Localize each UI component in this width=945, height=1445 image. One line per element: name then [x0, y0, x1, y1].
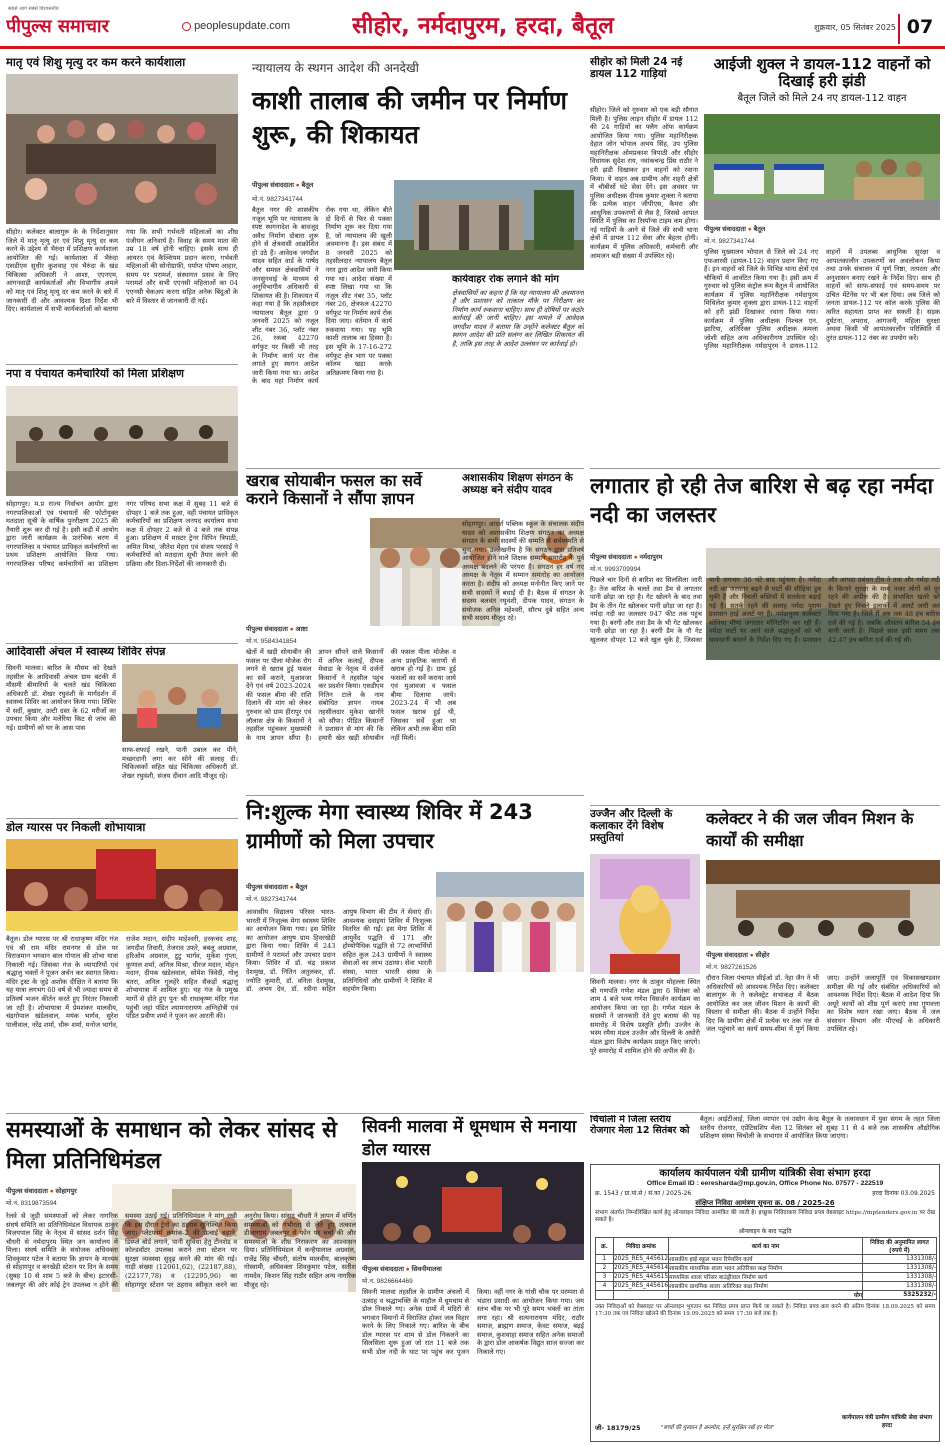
reporter-mobile: मो.नं. 9827341744	[246, 896, 297, 903]
article-title: मातृ एवं शिशु मृत्यु दर कम करने कार्यशाला	[6, 56, 186, 69]
divider	[590, 1112, 940, 1113]
dol-night-image	[362, 1162, 584, 1260]
page-number: 07	[898, 14, 940, 44]
health-camp-photo	[122, 664, 238, 742]
col-header: निविदा क्रमांक	[614, 1237, 669, 1254]
byline: पीपुल्स संवाददाता ● सोहागपुर	[6, 1188, 77, 1195]
brand-name: पीपुल्स समाचार	[6, 16, 109, 37]
training-photo	[6, 386, 238, 496]
article-title: अशासकीय शिक्षण संगठन के अध्यक्ष बने संदीप यादव	[462, 472, 573, 497]
article-title: उज्जैन और दिल्ली के कलाकार देंगे विशेष प्रस्तुतियां	[590, 808, 673, 845]
box-title: कार्यवाहर रोक लगाने की मांग	[452, 274, 559, 285]
article-title: सिवनी मालवा में धूमधाम से मनाया डोल ग्यारस	[362, 1117, 577, 1160]
divider	[6, 1113, 584, 1114]
divider	[6, 643, 238, 644]
byline: पीपुल्स संवाददाता ● बैतूल	[252, 182, 314, 189]
article-body: आवासीय विद्यालय परिसर भारत-भारती में निःशुल्क मेगा स्वास्थ्य शिविर का आयोजन किया गया। इस शिविर का आयोजन आयुष ग्राम हिवरखेड़ी द्वारा किया गया। शिविर में 243 ग्रामीणों ने परामर्श और उपचार प्रदान किया। शिविर में डॉ. चंद्र प्रकाश देशमुख, डॉ. नितिन अतुलकर, डॉ. ज्योति कुमारी, डॉ. वनिता देशमुख, डॉ. अभय देव, डॉ. रवीना सहित आयुष विभाग की टीम ने सेवाएं दीं। आवश्यक दवाइयां शिविर में निःशुल्क वितरित की गईं। इस मेगा शिविर में आयुर्वेद पद्धति से 171 और होम्योपैथिक पद्धति से 72 लाभार्थियों सहित कुल 243 ग्रामीणों ने स्वास्थ्य सेवाओं का लाभ उठाया। सेवा भारती संस्था, भारत भारती संस्था के प्रतिनिधियों और ग्रामीणों ने शिविर में सहयोग किया।	[246, 908, 432, 994]
article-job-fair	[590, 1115, 940, 1161]
procession-image	[6, 839, 238, 931]
reporter-mobile: मो.नं. 9827261526	[706, 964, 757, 971]
tender-code: जी- 18179/25	[595, 1424, 641, 1432]
article-jal-jeevan	[706, 808, 940, 1110]
article-body: बैतूल नगर की शासकीय नजूल भूमि पर न्यायालय के स्पष्ट स्थगनादेश के बावजूद अवैध निर्माण दोबारा शुरू होने से क्षेत्रवासी आक्रोशित हो उठे हैं। आवेदक जगदीश यादव सहित वार्ड के पार्षद और समस्त क्षेत्रवासियों ने जनसुनवाई के माध्यम से अनुविभागीय अधिकारी से शिकायत की है। शिकायत में कहा गया है कि तहसीलदार न्यायालय बैतूल द्वारा 9 जनवरी 2025 को नजूल शीट नंबर 36, प्लॉट नंबर 26, रकबा 42270 वर्गफुट पर किसी भी तरह के निर्माण कार्य पर रोक लगाते हुए स्थगन आदेश जारी किया गया था। आदेश के बाद यहां निर्माण कार्य रोक गया था, लेकिन बीते दो दिनों से फिर से पक्का निर्माण शुरू कर दिया गया है, जो न्यायालय की खुली अवमानना है। इस संबंध में 8 जनवरी 2025 को तहसीलदार न्यायालय बैतूल नगर द्वारा आदेश जारी किया गया था। आदेश संख्या में स्पष्ट लिखा गया था कि नजूल शीट नंबर 35, प्लॉट नंबर 26, क्षेत्रफल 42270 वर्गफुट पर निर्माण कार्य रोक दिया जाए। वर्तमान में कार्य रुकवाया गया। यह भूमि काशी तालाब का हिस्सा है। इस भूमि के 17-16-272 वर्गफुट क्षेत्र भाग पर पक्का कॉलम खड़ा करके अतिक्रमण किया गया है।	[252, 206, 392, 386]
article-teacher-org	[462, 472, 584, 792]
divider	[6, 364, 238, 365]
byline: पीपुल्स संवाददाता ● नर्मदापुरम	[590, 554, 663, 561]
tender-footer: उक्त निविदाओं को वेबसाइट पर ऑनलाइन भुगतान कर निविदा प्रपत्र प्राप्त किये जा सकते है। निविदा प्रपत्र क्रय करने की अंतिम दिनांक 18.09.2025 को समय 17:30 तक एवं निविदा खोलने की दिनांक 19.09.2025 को समय 17:30 बजे तक है।	[595, 1303, 935, 1317]
article-subtitle: बैतूल जिले को मिले 24 नए डायल-112 वाहन	[737, 92, 907, 104]
masthead	[0, 0, 945, 52]
tender-notice	[590, 1164, 940, 1442]
article-body-left: सिवनी मालवा। बारिश के मौसम को देखते तहसील के आदिवासी अंचल ग्राम बटकी में मौसमी बीमारियों के चलते खंड चिकित्सा अधिकारी डॉ. शेखर रघुवंशी के मार्गदर्शन में स्वास्थ्य शिविर का आयोजन किया गया। शिविर में सर्दी, बुखार, उल्टी दस्त के 62 मरीजों का उपचार किया और मलेरिया किट से जांच की गई। ग्रामीणों को घर के आस पास	[6, 664, 116, 732]
reporter-mobile: मो.नं. 9827341744	[252, 196, 303, 203]
byline: पीपुल्स संवाददाता ● आष्टा	[246, 626, 308, 633]
article-ujjain-delhi-artists	[590, 808, 700, 1110]
meeting-photo	[706, 860, 940, 946]
reporter-mobile: मो.नं. 9584341854	[246, 638, 297, 645]
byline: पीपुल्स संवाददाता ● बैतूल	[246, 884, 308, 891]
divider	[590, 805, 940, 806]
tender-date: हरदा दिनांक 03.09.2025	[872, 1189, 935, 1197]
article-title: खराब सोयाबीन फसल का सर्वे कराने किसानों ने सौंपा ज्ञापन	[246, 472, 422, 509]
construction-photo	[394, 180, 584, 270]
article-dol-gyaras-betul	[6, 821, 238, 1113]
article-title: काशी तालाब की जमीन पर निर्माण शुरू, की शिकायत	[252, 86, 567, 149]
meeting-image	[706, 860, 940, 946]
article-title: डोल ग्यारस पर निकली शोभायात्रा	[6, 821, 146, 834]
article-body: सीहोर। कलेक्टर बालागुरू के के निर्देशानुसार जिले में मातृ मृत्यु दर एवं शिशु मृत्यु दर कम करने के उद्देश्य से भैरुंदा में प्रशिक्षण कार्यशाला आयोजित की गई। कार्यशाला में भैरुंदा एसडीएम सुधीर कुशवाह एवं भैरुंदा के खंड चिकित्सा अधिकारी ने आशा, एएनएम, आंगनवाड़ी कार्यकर्ताओं और विभागीय अमले को मातृ एवं शिशु मृत्यु दर कम करने के बारे में जानकारी दी और आवश्यक दिशा निर्देश भी दिए। कार्यशाला में सभी कार्यकर्ताओं को बताया गया कि सभी गर्भवती महिलाओं का शीघ्र पंजीयन अनिवार्य है। विवाह के समय माता की उम्र 18 वर्ष होनी चाहिए। इसके साथ ही आयरन एवं कैल्शियम प्रदान करना, गर्भवती महिलाओं की सोनोग्राफी, पर्याप्त पोषण आहार, समय पर परामर्श, संस्थागत प्रसव के लिए परामर्श और सभी एएनसी महिलाओं का 04 एएनसी चेकअप करना सहित अनेक बिंदुओं के बारे में विस्तार से जानकारी दी गई।	[6, 228, 238, 314]
article-body: सिवनी मालवा तहसील के ग्रामीण अंचलों में उत्साह व श्रद्धाभक्ति के माहौल में धूमधाम से डोल निकाले गए। अनेक ग्रामों में मंदिरों से भगवान विमानों में विराजित होकर जल विहार करने के लिए निकाले गए। बारिश के बीच डोल ग्यारस पर शाम से डोल निकलने का सिलसिला शुरू हुआ जो रात 11 बजे तक सभी डोल नदी के घाट पर पहुंच कर पूजन किया। वहीं नगर के गांधी चौक पर परम्परा से भंडारा प्रसादी का आयोजन किया गया। जय स्तंभ चौक पर भी पूरे समय भक्तों का तांता लगा रहा। श्री सत्यनारायण मंदिर, राठौर समाज, ब्राह्मण समाज, केवट समाज, बढ़ई समाज, कुशवाहा समाज सहित अनेक समाजों के द्वारा डोल आकर्षक विद्युत साज सज्जा कर निकाले गए।	[362, 1288, 584, 1356]
tender-signature: कार्यपालन यंत्री ग्रामीण यांत्रिकी सेवा संभाग हरदा	[841, 1415, 933, 1429]
article-title: नपा व पंचायत कर्मचारियों को मिला प्रशिक्षण	[6, 368, 184, 380]
box-body: क्षेत्रवासियों का कहना है कि यह न्यायालय की अवमानना है और प्रशासन को तत्काल मौके पर निरीक्षण कर निर्माण कार्य रुकवाना चाहिए। साथ ही दोषियों पर कठोर कार्रवाई की जानी चाहिए। इस मामले में आवेदक जगदीश यादव ने बताया कि उन्होंने कलेक्टर बैतूल को स्थगन आदेश की प्रति सलंग्न कर लिखित शिकायत की है, ताकि इस तरह के आदेश उल्लंघन पर कार्रवाई हो।	[452, 288, 584, 348]
article-title: समस्याओं के समाधान को लेकर सांसद से मिला प्रतिनिधिमंडल	[6, 1118, 337, 1174]
divider	[246, 468, 584, 469]
article-title: सीहोर को मिली 24 नई डायल 112 गाड़ियां	[590, 56, 683, 81]
article-title: चिचोली में जिला स्तरीय रोजगार मेला 12 सितंबर को	[590, 1115, 690, 1136]
article-title: आईजी शुक्ल ने डायल-112 वाहनों को दिखाई हरी झंडी	[713, 56, 931, 91]
divider	[246, 795, 584, 796]
divider	[6, 818, 238, 819]
article-maternal-health	[6, 56, 238, 361]
reporter-mobile: मो.नं. 9827341744	[704, 238, 755, 245]
issue-date: शुक्रवार, 05 सितंबर 2025	[814, 23, 896, 32]
procession-photo	[6, 839, 238, 931]
byline: पीपुल्स संवाददाता ● बैतूल	[704, 226, 766, 233]
article-body: सोहागपुर। आदर्श पब्लिक स्कूल के संचालक संदीप यादव को अशासकीय शिक्षण संगठन का अध्यक्ष संगठन के सभी सदस्यों की सम्मति से सर्वसम्मति से चुना गया। उल्लेखनीय है कि संगठन द्वारा प्रतिवर्ष आयोजित होने वाले शिक्षक सम्मान समारोह के पूर्व अध्यक्ष बदलने की परंपरा है। संगठन हर वर्ष नए अध्यक्ष के नेतृत्व में सम्मान समारोह का आयोजन करता है। संदीप को अध्यक्ष मनोनीत किए जाने पर सभी सदस्यों ने बधाई दी है। बैठक में संगठन के सदस्य बलवंत रघुवंशी, दीपक यादव, संगठन के संयोजक अनिल महेश्वरी, सौरभ दुबे सहित अन्य सभी सदस्य मौजूद रहे।	[462, 520, 584, 623]
tender-title: कार्यालय कार्यपालन यंत्री ग्रामीण यांत्रिकी सेवा संभाग हरदा	[659, 1168, 871, 1179]
article-title: कलेक्टर ने की जल जीवन मिशन के कार्यों की समीक्षा	[706, 809, 914, 850]
article-kashi-talab	[246, 56, 584, 466]
tender-contact: Office Email ID : eeresharda@mp.gov.in, Office Phone No. 07577 - 222519	[646, 1179, 884, 1187]
article-title: लगातार हो रही तेज बारिश से बढ़ रहा नर्मदा नदी का जलस्तर	[590, 474, 934, 529]
article-body: पिछले चार दिनों से बारिश का सिलसिला जारी है। तेज बारिश के चलते तवा डैम से लगातार पानी छोड़ा जा रहा है। गेट खोलने के बाद तवा डैम के तीन गेट खोलकर पानी छोड़ा जा रहा है। नर्मदा नदी का जलस्तर 947 फीट तक पहुंच गया है। बरगी और तवा डैम के भी गेट खोलकर पानी छोड़ा जा रहा है। बरगी डैम के नौ गेट खुलकर दोपहर 12 बजे खुल चुके है, जिसका पानी लगभग 36 घंटे बाद पहुंचता है। नर्मदा नदी का जलस्तर बढ़ने से घाटों की सीढ़ियां डूब चुकी हैं और निचली बस्तियों में सतर्कता बढ़ाई गई है। सतर्क रहने की सलाह नर्मदा पुराण प्रशासन हाई अलर्ट पर है। नर्मदापुरम कलेक्टर सोनिया मीणा लगातार मॉनिटरिंग कर रही हैं। नर्मदा घाटों पर आने वाले श्रद्धालुओं को भी सावधानी बरतने के निर्देश दिए गए हैं। प्रशासन और आपदा प्रबंधन टीम ने तवा और नर्मदा नदी के किनारे सुरक्षा के मध्य नजर लोगों को दूर रहने की अपील की है। संभावित खतरे को देखते हुए निचले इलाकों में अलर्ट जारी कर दिया गया है। जिले में अब तक 48 इंच बारिश दर्ज की गई है। जबकि औसतन बारिश 54 इंच मानी जाती है। पिछले साल इसी समय तक 42.47 इंच बारिश दर्ज की गई थी।	[590, 576, 940, 644]
table-row: 3 2025_RES_445615 माध्यमिक शाला परिसर बाउंड्रीवाल निर्माण कार्य 1331308/-	[596, 1272, 937, 1281]
tender-intro: संभाग अंतर्गत निम्नलिखित कार्य हेतु ऑनलाइन निविदा आमंत्रित की जाती है। इच्छुक निविदाकार निविदा प्रपत्र वेबसाइट https://mptenders.gov.in पर देख सकते है।	[595, 1209, 935, 1224]
health-camp-image	[122, 664, 238, 742]
tender-notice-no: संक्षिप्त निविदा आमंत्रण सूचना क्र. 08 / 2025-26	[695, 1198, 835, 1207]
tender-ref: क्र. 1543 / ग्रा.यां.से / सं.का / 2025-26	[595, 1189, 692, 1197]
article-body: बैतूल। आईटीआई, जिला व्यापार एवं उद्योग केन्द्र बैतूल के तत्वावधान में युवा संगम के तहत जिला स्तरीय रोजगार, एप्रेंटिसशिप मेला 12 सितंबर को सुबह 11 से 4 बजे तक शासकीय औद्योगिक प्रशिक्षण संस्था चिचोली के सभागार में आयोजित किया जाएगा।	[700, 1115, 940, 1141]
article-body: बैतूल। डोल ग्यारस पर श्री राधाकृष्ण मंदिर गंज एवं श्री राम मंदिर रामनगर से डोल पर विराजमान भगवान बाल गोपाल की शोभा यात्रा निकाली गई। जिसका गंज के व्यापारियों एवं श्रद्धालु भक्तों ने पूजन अर्चन कर स्वागत किया। मंदिर ट्रस्ट के जुड़े अशोक दीक्षित ने बताया कि यह यात्रा लगभग 60 वर्ष से भी ज्यादा समय से प्रतिवर्ष भजन कीर्तन करते हुए निरंतर निकाली जा रही है। शोभायात्रा में प्रेमशंकर मालवीय, चंद्रगोपाल खंडेलवाल, मयंक भार्गव, सुरेश पालीवाल, नरेंद्र शर्मा, धीरू शर्मा, मनोज भार्गव, राजेश मदान, संदीप माहेश्वरी, हरकचंद शाह, जगदीश तिवारी, तेजराव उफरे, बबलू अग्रवाल, हरिओम अग्रवाल, टुटु भार्गव, मुकेश गुप्ता, कुणाल शर्मा, अनिल मिश्रा, धीरज मदान, मोहन मदान, दीपक खंडेलवाल, सोमेश त्रिवेदी, गोलू बतरा, अनिल गुलहेरे सहित सैकड़ों श्रद्धालु शोभायात्रा में शामिल हुए। यह गंज के प्रमुख मार्गों से होते हुए पुनः श्री राधाकृष्ण मंदिर गंज पहुंची जहां पंडित श्यामनारायण अग्निहोत्री एवं पंडित प्रवीण शर्मा ने पूजन कर आरती की।	[6, 935, 238, 1029]
workshop-image	[6, 74, 238, 224]
construction-image	[394, 180, 584, 270]
dol-night-photo	[362, 1162, 584, 1260]
workshop-photo	[6, 74, 238, 224]
reporter-mobile: मो.नं. 9993709994	[590, 566, 641, 573]
reporter-mobile: मो.नं. 9826664469	[362, 1278, 413, 1285]
brand-tagline: सबसे आगे सबसे विश्वसनीय	[8, 6, 59, 12]
tender-slogan: "बच्चों की मुस्कान है अनमोल, इन्हें सुरक्षित रखें हर मोल"	[661, 1425, 775, 1431]
col-header: कार्य का नाम	[669, 1237, 863, 1254]
region-banner: सीहोर, नर्मदापुरम, हरदा, बैतूल	[352, 13, 614, 39]
article-body: खेतों में खड़ी सोयाबीन की फसल पर पीला मोजेक रोग लगने से खराब हुई फसल का सर्वे कराने, मुआवजा देने एवं वर्ष 2023-2024 की फसल बीमा की राशि दिलाने की मांग को लेकर गुरुवार को ग्राम हीरापुर एवं लौलास क्षेत्र के किसानों ने तहसील पहुंचकर मुख्यमंत्री के नाम ज्ञापन सौंपा है। ज्ञापन सौंपने वाले किसानों में अनिल कलाई, दीपक मेवाडा के नेतृत्व में दर्जनों किसानों ने तहसील पहुंच कर प्रदर्शन किया। एसडीएम नितिन टाले के नाम संबोधित ज्ञापन नायब तहसीलदार मुकेश खानोरे को सौंपा। पीड़ित किसानों ने प्रशासन से मांग की कि हमारी खेत खड़ी सोयाबीन की फसल पीला मोजेक व अन्य प्राकृतिक कारणों से खराब हो गई है। ग्राम हुई फसलों का सर्वे कराया जाये एवं मुआवजा व फसल बीमा दिलाया जाये। 2023-24 में भी अब फसल खराब हुई थी, जिसका सर्वे हुआ था लेकिन अभी तक बीमा राशि नहीं मिली।	[246, 648, 456, 742]
reporter-mobile: मो.नं. 8319873594	[6, 1200, 57, 1207]
article-dol-gyaras-seoni	[362, 1116, 584, 1441]
mega-camp-image	[436, 872, 584, 972]
article-body: सिवनी मालवा। नगर के ठाकुर मोहल्ला स्थित श्री गणपति गणेश मंडल द्वारा 6 सितंबर को शाम 4 बजे भव्य गणेश विसर्जन कार्यक्रम का आयोजन किया जा रहा है। गणेश मंडल के सदस्यों ने जानकारी देते हुए बताया की यह समारोह में विशेष प्रस्तुति होगी। उज्जैन के भस्म रमैया मंडल उज्जैन और दिल्ली के अघोरी मंडल द्वारा विशेष कार्यक्रम प्रस्तुत किए जाएंगे। पूरे समारोह में शामिल होने की अपील की है।	[590, 978, 700, 1055]
website-link[interactable]: peoplesupdate.com	[182, 20, 302, 36]
table-row: 4 2025_RES_445616 शासकीय प्राथमिक शाला अतिरिक्त कक्ष निर्माण 1331308/-	[596, 1281, 937, 1290]
article-title: आदिवासी अंचल में स्वास्थ्य शिविर संपन्न	[6, 646, 166, 658]
article-mp-delegation	[6, 1116, 356, 1441]
article-body: दौरान जिला पंचायत सीईओ डॉ. नेहा जैन ने भी अधिकारियों को आवश्यक निर्देश दिए। कलेक्टर बालागुरू के ने कलेक्ट्रेट सभाकक्ष में बैठक आयोजित कर जल जीवन मिशन के कार्यों की विस्तार से समीक्षा की। बैठक में उन्होंने निर्देश दिए कि ग्रामीण क्षेत्रों में प्रत्येक घर तक नल से जल पहुंचाने का कार्य समय-सीमा में पूर्ण किया जाए। उन्होंने जलापूर्ति एवं विकासखण्डवार समीक्षा की गई और संबंधित अधिकारियों को आवश्यक निर्देश दिए। बैठक में आदेश दिया कि अधूरे कार्यों को शीघ्र पूर्ण कराएं तथा गुणवत्ता का विशेष ध्यान रखा जाए। बैठक में जल संसाधन विभाग और पीएचई के अधिकारी उपस्थित रहे।	[706, 974, 940, 1034]
article-voter-training	[6, 368, 238, 640]
training-image	[6, 386, 238, 496]
dial112-photo	[704, 114, 940, 220]
article-ig-dial112	[704, 56, 940, 466]
mega-camp-photo	[436, 872, 584, 972]
table-row: 2 2025_RES_445614 शासकीय माध्यमिक शाला भवन अतिरिक्त कक्ष निर्माण 1331308/-	[596, 1263, 937, 1272]
article-body: रेलवे से जुड़ी समस्याओं को लेकर नागरिक संघर्ष समिति का प्रतिनिधिमंडल विधायक ठाकुर विजयपाल सिंह के नेतृत्व में सांसद दर्शन सिंह चौधरी से नर्मदापुरम स्थित जन कार्यालय में मिला। संघर्ष समिति के संयोजक अधिवक्ता शिवकुमार पटेल ने बताया कि ज्ञापन के माध्यम से सोहागपुर व बनखेड़ी स्टेशन पर दिन के समय (सुबह 10 से शाम 5 बजे के बीच) इटारसी-जबलपुर की ओर कोई ट्रेन उपलब्ध न होने की समस्या उठाई गई। प्रतिनिधिमंडल ने मांग रखी कि इस दौरान ट्रेनों का ठहराव सुनिश्चित किया जाए। प्लेटफार्म क्रमांक-2 की ऊंचाई बढ़ाने, डिस्प्ले बोर्ड लगाने, पानी सुविधा हेतु टीनशेड व कोल्डवॉटर उपलब्ध कराने तथा स्टेशन पर सुरक्षा व्यवस्था सुदृढ़ करने की मांग की गई। गाड़ी संख्या (12061,62), (22187,88), (22177,78) व (12295,96) का सोहागपुर स्टेशन पर ठहराव स्वीकृत करने का अनुरोध किया। सांसद चौधरी ने ज्ञापन में वर्णित समस्याओं को गंभीरता से लेते हुए तत्काल डीआरएम जबलपुर से फोन पर चर्चा की और समस्याओं के शीघ्र निराकरण का आश्वासन दिया। प्रतिनिधिमंडल में कन्हैयालाल अग्रवाल, राजेंद्र सिंह चौधरी, संतोष मालवीय, बालकृष्ण गोस्वामी, अधिवक्ता शिवकुमार पटेल, सतीश नामदेव, किशन सिंह राठौर सहित अन्य नागरिक मौजूद रहे।	[6, 1212, 356, 1289]
byline: पीपुल्स संवाददाता ● सिवनीमालवा	[362, 1266, 442, 1273]
article-health-camp-tribal	[6, 646, 238, 816]
article-body-side	[436, 976, 584, 1106]
masthead-rule	[0, 46, 945, 49]
brand-logo	[6, 6, 181, 40]
article-body-right: साफ-सफाई रखने, पानी उबाल कर पीने, मच्छरदानी लगा कर सोने की सलाह दी। चिकित्सकों सहित खंड चिकित्सा अधिकारी डॉ. शेखर रघुवंशी, संजय दीवान आदि मौजूद रहे।	[122, 746, 238, 780]
article-body: पुलिस मुख्यालय भोपाल से जिले को 24 नए एफआरवी (डायल-112) वाहन प्रदान किए गए हैं। इन वाहनों को जिले के विभिन्न थाना क्षेत्रों एवं चौकियों में आवंटित किया गया है। इसी क्रम में गुरुवार को पुलिस कंट्रोल रूम बैतूल में आयोजित कार्यक्रम में पुलिस महानिरीक्षक नर्मदापुरम मिथिलेश कुमार शुक्ला द्वारा डायल-112 वाहनों को हरी झंडी दिखाकर रवाना किया गया। कार्यक्रम में पुलिस अधीक्षक निश्चल एन. झारिया, अतिरिक्त पुलिस अधीक्षक कमला जोशी सहित अन्य अधिकारीगण उपस्थित रहे। पुलिस महानिरीक्षक नर्मदापुरम ने डायल-112 वाहनों में उपलब्ध आधुनिक सुरक्षा व आपातकालीन उपकरणों का अवलोकन किया तथा उनके संचालन में पूर्ण निष्ठा, तत्परता और अनुशासन बनाए रखने के निर्देश दिए। साथ ही वाहनों को साफ-सफाई एवं समय-समय पर उचित मेंटेनेंस पर भी बल दिया। अब जिले को जनता डायल-112 पर कॉल करके पुलिस की त्वरित सहायता प्राप्त कर सकती है। सड़क दुर्घटना, अपराध, आगजनी, महिला सुरक्षा अथवा किसी भी आपातकालीन परिस्थिति में तुरंत डायल-112 नंबर का उपयोग करें।	[704, 248, 940, 351]
sidebar-box	[452, 274, 584, 464]
article-body: सीहोर। जिले को गुरुवार को एक बड़ी सौगात मिली है। पुलिस लाइन सीहोर में डायल 112 की 24 गाड़ियों का फ्लैग ऑफ कार्यक्रम आयोजित किया गया। पुलिस महानिरीक्षक देहात जोन भोपाल अभय सिंह, उप पुलिस महानिरीक्षक ओमप्रकाश त्रिपाठी और सीहोर विधायक सुदेश राय, नवांकचन्द्र प्रिंस राठौर ने हरी झंडी दिखाकर इन वाहनों को रवाना किया। ये वाहन अब ग्रामीण और शहरी क्षेत्रों में चौबीसों घंटे सेवा देंगे। इस अवसर पर पुलिस अधीक्षक दीपक कुमार शुक्ला ने बताया कि प्रत्येक वाहन जीपीएस, कैमरा और आधुनिक उपकरणों से लैस है, जिससे आपात स्थिति में पुलिस का रिस्पॉन्स टाइम कम होगा। नई गाड़ियों के आने से जिले की सभी थाना क्षेत्रों में डायल 112 सेवा और बेहतर होगी। कार्यक्रम में पुलिस अधिकारी, कर्मचारी और आमजन बड़ी संख्या में उपस्थित रहे।	[590, 106, 698, 260]
article-narmada-water-level	[590, 472, 940, 802]
col-header: निविदा की अनुमानित लागत (रुपये में)	[863, 1237, 937, 1254]
article-title: नि:शुल्क मेगा स्वास्थ्य शिविर में 243 ग्रामीणों को मिला उपचार	[246, 800, 533, 854]
article-sehore-dial112	[590, 56, 698, 466]
table-row: 1 2025_RES_445612 शासकीय हाई स्कूल भवन रिपेयरिंग कार्य 1331308/-	[596, 1254, 937, 1263]
globe-icon	[182, 22, 191, 31]
tender-table	[595, 1237, 937, 1300]
article-body: सोहागपुर। म.प्र राज्य निर्वाचन आयोग द्वारा नगरपालिकाओं एवं पंचायतों की फोटोयुक्त मतदाता सूची के वार्षिक पुनरीक्षण 2025 की तैयारी शुरू कर दी गई है। इसी कड़ी में आयोग द्वारा जारी कार्यक्रम के प्रारंभिक चरण में नगरपालिका व पंचायत प्राधिकृत कर्मचारियों का प्रथम प्रशिक्षण आयोजित किया गया। नगरपालिका परिषद कर्मचारियों का प्रशिक्षण नगर परिषद सभा कक्ष में सुबह 11 बजे से दोपहर 1 बजे तक हुआ, वहीं पंचायत प्राधिकृत कर्मचारियों का प्रशिक्षण जनपद कार्यालय सभा कक्ष में दोपहर 2 बजे से 4 बजे तक संपन्न हुआ। प्रशिक्षण में मास्टर ट्रेनर विपिन त्रिपाठी, अमित मिश्रा, जीतेश मेहरा एवं संजय परसाई ने कर्मचारियों को मतदाता सूची तैयार करने की प्रक्रिया और दिशा-निर्देशों की जानकारी दी।	[6, 500, 238, 568]
ganesh-image	[590, 854, 700, 974]
byline: पीपुल्स संवाददाता ● सीहोर	[706, 952, 770, 959]
tender-online-label: ऑनलाइन के बाद पद्धति	[738, 1227, 792, 1235]
dial112-image	[704, 114, 940, 220]
article-kicker: न्यायालय के स्थगन आदेश की अनदेखी	[252, 61, 419, 75]
divider	[590, 468, 940, 469]
col-header: क्र.	[596, 1237, 614, 1254]
table-total-row: योग 5325232/-	[596, 1290, 937, 1299]
article-body-mid	[396, 274, 448, 464]
ganesh-photo	[590, 854, 700, 974]
article-mega-health-camp	[246, 798, 584, 1108]
